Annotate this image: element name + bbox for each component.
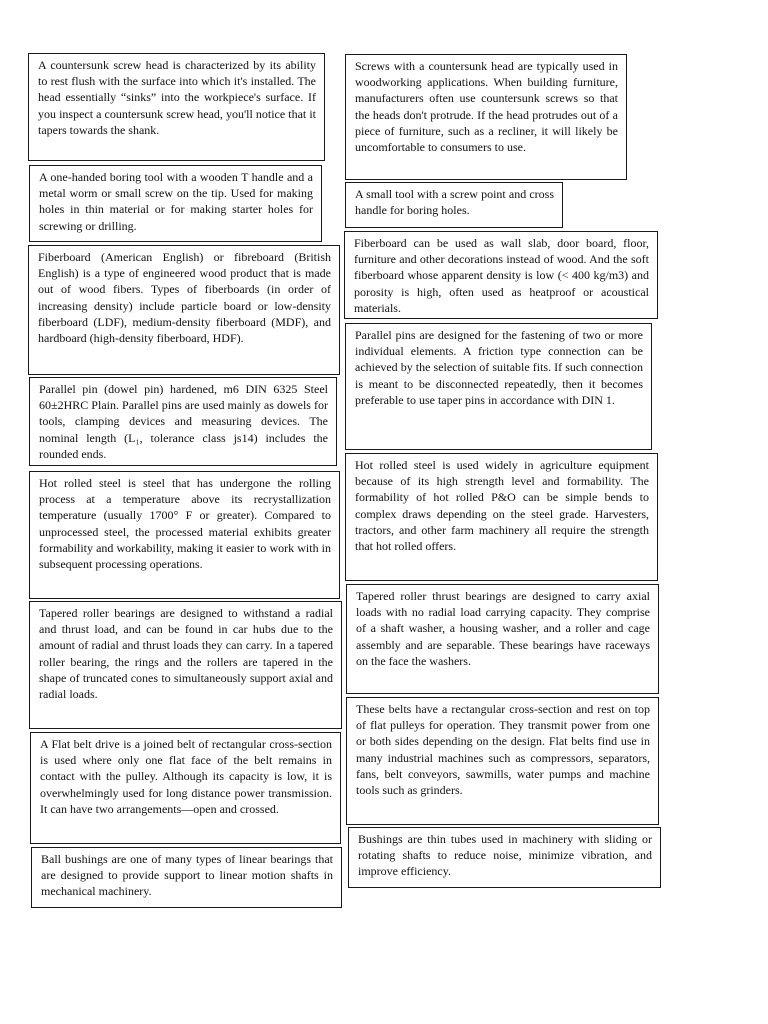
card-text: A one-handed boring tool with a wooden T handle and a metal worm or small screw on the tip. Used for making holes in thin material or for making starter holes for screwing or drilling.	[39, 170, 313, 233]
card-bushing-use	[348, 827, 661, 888]
card-text: Screws with a countersunk head are typically used in woodworking applications. When building furniture, manufacturers often use countersunk screws so that the heads don't protrude. If the head protrudes out of a piece of furniture, such as a recliner, it will likely be uncomfortable to consumers to use.	[355, 59, 618, 155]
card-tapered-thrust-bearing-use	[346, 584, 659, 694]
card-text: A small tool with a screw point and cross handle for boring holes.	[355, 187, 554, 218]
card-text: Tapered roller bearings are designed to withstand a radial and thrust load, and can be found in car hubs due to the amount of radial and thrust loads they can carry. In a tapered roller bearing, the rings and the rollers are tapered in the shape of truncated cones to simultaneously support axial and radial loads.	[39, 606, 333, 702]
card-text: Fiberboard (American English) or fibreboard (British English) is a type of engineered wood product that is made out of wood fibers. Types of fiberboards (in order of increasing density) include particle board or low-density fiberboard (LDF), medium-density fiberboard (MDF), and hardboard (high-density fiberboard, HDF).	[38, 250, 331, 346]
card-gimlet-use	[345, 182, 563, 228]
card-ball-bushing-definition	[31, 847, 342, 908]
card-fiberboard-use	[344, 231, 658, 319]
card-text: Hot rolled steel is steel that has undergone the rolling process at a temperature above its recrystallization temperature (usually 1700° F or greater). Compared to unprocessed steel, the processed material exhibits greater formability and workability, making it easier to work with in subsequent processing operations.	[39, 476, 331, 572]
card-parallel-pin-definition	[29, 377, 337, 466]
card-hot-rolled-steel-definition	[29, 471, 340, 599]
card-text: Parallel pin (dowel pin) hardened, m6 DIN 6325 Steel 60±2HRC Plain. Parallel pins are used mainly as dowels for tools, clamping devices and measuring devices. The nominal length (L₁, tolerance class js14) includes the rounded ends.	[39, 382, 328, 461]
card-text: These belts have a rectangular cross-section and rest on top of flat pulleys for operation. They transmit power from one or both sides depending on the design. Flat belts find use in many industrial machines such as compressors, separators, fans, belt conveyors, sawmills, water pumps and machine tools such as grinders.	[356, 702, 650, 798]
card-text: A Flat belt drive is a joined belt of rectangular cross-section is used where only one flat face of the belt remains in contact with the pulley. Although its capacity is low, it is overwhelmingly used for long distance power transmission. It can have two arrangements—open and crossed.	[40, 737, 332, 816]
card-parallel-pin-use	[345, 323, 652, 450]
card-text: Ball bushings are one of many types of linear bearings that are designed to provide support to linear motion shafts in mechanical machinery.	[41, 852, 333, 899]
card-tapered-roller-bearing-definition	[29, 601, 342, 729]
card-text: Bushings are thin tubes used in machinery with sliding or rotating shafts to reduce noise, minimize vibration, and improve efficiency.	[358, 832, 652, 879]
card-countersunk-use	[345, 54, 627, 180]
card-text: A countersunk screw head is characterized by its ability to rest flush with the surface into which it's installed. The head essentially “sinks” into the workpiece's surface. If you inspect a countersunk screw head, you'll notice that it tapers towards the shank.	[38, 58, 316, 137]
card-text: Fiberboard can be used as wall slab, door board, floor, furniture and other decorations instead of wood. And the soft fiberboard whose apparent density is low (< 400 kg/m3) and porosity is high, often used as heatproof or acoustical materials.	[354, 236, 649, 315]
card-flat-belt-use	[346, 697, 659, 825]
card-fiberboard-definition	[28, 245, 340, 375]
card-gimlet-definition	[29, 165, 322, 242]
card-countersunk-screw-head	[28, 53, 325, 161]
card-text: Parallel pins are designed for the fastening of two or more individual elements. A friction type connection can be achieved by the selection of suitable fits. If such connection is meant to be disconnected repeatedly, then it becomes preferable to use taper pins in accordance with DIN 1.	[355, 328, 643, 407]
card-text: Hot rolled steel is used widely in agriculture equipment because of its high strength level and formability. The formability of hot rolled P&O can be simple bends to complex draws depending on the steel grade. Harvesters, tractors, and other farm machinery all require the strength that hot rolled offers.	[355, 458, 649, 554]
card-flat-belt-drive-definition	[30, 732, 341, 844]
card-hot-rolled-steel-use	[345, 453, 658, 581]
card-text: Tapered roller thrust bearings are designed to carry axial loads with no radial load carrying capacity. They comprise of a shaft washer, a housing washer, and a roller and cage assembly and are separable. These bearings have raceways on the face the washers.	[356, 589, 650, 668]
